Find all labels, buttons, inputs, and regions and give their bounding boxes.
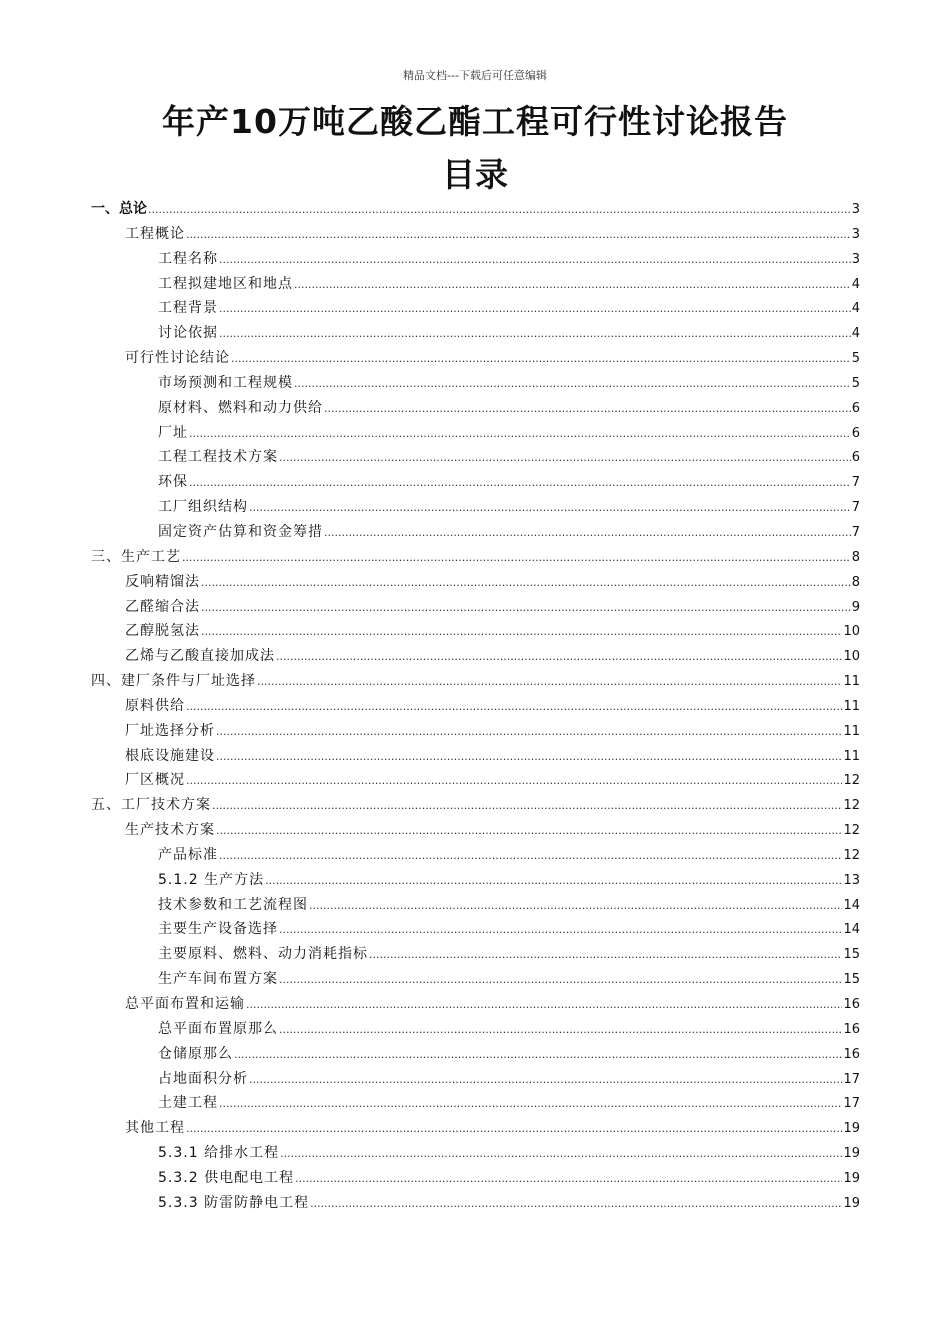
toc-entry-text: 可行性讨论结论 xyxy=(125,350,230,367)
dot-leader xyxy=(219,248,851,273)
toc-entry[interactable] xyxy=(91,1017,860,1042)
toc-entry-text: 5.3.2 供电配电工程 xyxy=(158,1169,295,1186)
page-header: 精品文档---下载后可任意编辑 xyxy=(403,69,547,82)
toc-entry[interactable] xyxy=(91,669,860,694)
dot-leader xyxy=(279,446,851,471)
toc-page-number: 6 xyxy=(851,425,860,441)
dot-leader xyxy=(265,869,842,894)
toc-heading: 目录 xyxy=(442,155,508,194)
dot-leader xyxy=(182,546,851,571)
toc-entry-text: 工厂组织结构 xyxy=(158,499,248,516)
toc-entry[interactable] xyxy=(91,644,860,669)
toc-entry[interactable] xyxy=(91,346,860,371)
toc-entry[interactable] xyxy=(91,421,860,446)
toc-page-number: 7 xyxy=(851,500,860,516)
toc-page-number: 12 xyxy=(843,798,860,814)
dot-leader xyxy=(201,571,851,596)
toc-entry-text: 市场预测和工程规模 xyxy=(158,374,293,391)
toc-entry-text: 原材料、燃料和动力供给 xyxy=(158,399,323,416)
toc-page-number: 3 xyxy=(851,251,860,267)
toc-page-number: 11 xyxy=(843,748,860,764)
toc-page-number: 11 xyxy=(843,674,860,690)
dot-leader xyxy=(310,1192,842,1217)
dot-leader xyxy=(369,943,842,968)
toc-entry[interactable] xyxy=(91,1091,860,1116)
toc-entry[interactable] xyxy=(91,1166,860,1191)
toc-entry-text: 乙醛缩合法 xyxy=(125,598,200,615)
dot-leader xyxy=(216,720,842,745)
dot-leader xyxy=(279,1018,842,1043)
dot-leader xyxy=(249,496,851,521)
toc-entry-text: 工程拟建地区和地点 xyxy=(158,275,293,292)
toc-entry-text: 原料供给 xyxy=(125,697,185,714)
toc-entry-text: 讨论依据 xyxy=(158,325,218,342)
toc-page-number: 19 xyxy=(843,1170,860,1186)
toc-page-number: 19 xyxy=(843,1146,860,1162)
toc-page-number: 11 xyxy=(843,698,860,714)
toc-entry[interactable] xyxy=(91,843,860,868)
toc-page-number: 7 xyxy=(851,475,860,491)
toc-entry-text: 厂址选择分析 xyxy=(125,722,215,739)
dot-leader xyxy=(246,993,842,1018)
toc-page-number: 19 xyxy=(843,1195,860,1211)
toc-entry-text: 固定资产估算和资金筹措 xyxy=(158,523,323,540)
toc-page-number: 7 xyxy=(851,524,860,540)
toc-entry-text: 生产车间布置方案 xyxy=(158,971,278,988)
toc-entry-text: 5.1.2 生产方法 xyxy=(158,871,265,888)
toc-page-number: 14 xyxy=(843,897,860,913)
toc-entry[interactable] xyxy=(91,893,860,918)
dot-leader xyxy=(279,968,842,993)
dot-leader xyxy=(294,273,851,298)
toc-entry-text: 总平面布置和运输 xyxy=(125,996,245,1012)
toc-entry-text: 一、总论 xyxy=(91,201,147,217)
toc-page-number: 3 xyxy=(851,226,860,242)
toc-page-number: 8 xyxy=(851,549,860,565)
dot-leader xyxy=(186,695,842,720)
dot-leader xyxy=(201,620,842,645)
toc-entry-text: 环保 xyxy=(158,474,188,491)
toc-entry[interactable] xyxy=(91,619,860,644)
toc-page-number: 9 xyxy=(851,599,860,615)
toc-entry[interactable] xyxy=(91,197,860,222)
dot-leader xyxy=(212,794,842,819)
dot-leader xyxy=(219,322,851,347)
toc-page-number: 16 xyxy=(843,1021,860,1037)
toc-entry-text: 5.3.1 给排水工程 xyxy=(158,1145,280,1162)
toc-entry[interactable] xyxy=(91,470,860,495)
toc-entry[interactable] xyxy=(91,495,860,520)
toc-entry[interactable] xyxy=(91,247,860,272)
toc-entry-text: 厂区概况 xyxy=(125,772,185,789)
toc-page-number: 10 xyxy=(843,649,860,665)
toc-page-number: 15 xyxy=(843,947,860,963)
toc-entry-text: 工程概论 xyxy=(125,225,185,242)
toc-page-number: 6 xyxy=(851,400,860,416)
dot-leader xyxy=(231,347,851,372)
dot-leader xyxy=(219,844,842,869)
dot-leader xyxy=(249,1068,842,1093)
dot-leader xyxy=(257,670,842,695)
toc-entry[interactable] xyxy=(91,793,860,818)
toc-entry-text: 生产技术方案 xyxy=(125,822,215,839)
toc-page-number: 16 xyxy=(843,1046,860,1062)
toc-page-number: 12 xyxy=(843,823,860,839)
toc-entry-text: 工程名称 xyxy=(158,250,218,267)
toc-page-number: 15 xyxy=(843,972,860,988)
dot-leader xyxy=(216,745,842,770)
toc-page-number: 14 xyxy=(843,922,860,938)
toc-entry[interactable] xyxy=(91,222,860,247)
toc-entry-text: 四、建厂条件与厂址选择 xyxy=(91,673,256,690)
toc-entry[interactable] xyxy=(91,371,860,396)
toc-entry-text: 乙醇脱氢法 xyxy=(125,623,200,640)
dot-leader xyxy=(148,198,851,223)
toc-entry-text: 主要原料、燃料、动力消耗指标 xyxy=(158,946,368,963)
dot-leader xyxy=(279,918,842,943)
toc-entry-text: 其他工程 xyxy=(125,1120,185,1137)
toc-entry-text: 根底设施建设 xyxy=(125,747,215,764)
toc-entry-text: 土建工程 xyxy=(158,1095,218,1112)
dot-leader xyxy=(189,422,851,447)
toc-entry[interactable] xyxy=(91,1042,860,1067)
toc-entry[interactable] xyxy=(91,396,860,421)
toc-page-number: 6 xyxy=(851,450,860,466)
toc-entry[interactable] xyxy=(91,768,860,793)
toc-page-number: 12 xyxy=(843,847,860,863)
toc-entry[interactable] xyxy=(91,272,860,297)
toc-page-number: 12 xyxy=(843,773,860,789)
dot-leader xyxy=(186,1117,842,1142)
toc-page-number: 4 xyxy=(851,301,860,317)
dot-leader xyxy=(201,596,851,621)
toc-entry-text: 反响精馏法 xyxy=(125,573,200,590)
toc-page-number: 4 xyxy=(851,326,860,342)
toc-entry[interactable] xyxy=(91,942,860,967)
toc-entry[interactable] xyxy=(91,595,860,620)
toc-entry[interactable] xyxy=(91,445,860,470)
toc-entry-text: 五、工厂技术方案 xyxy=(91,797,211,814)
toc-entry-text: 总平面布置原那么 xyxy=(158,1020,278,1037)
dot-leader xyxy=(309,894,842,919)
toc-entry[interactable] xyxy=(91,992,860,1017)
toc-page-number: 11 xyxy=(843,723,860,739)
toc-entry[interactable] xyxy=(91,570,860,595)
toc-entry[interactable] xyxy=(91,694,860,719)
dot-leader xyxy=(189,471,851,496)
toc-page-number: 4 xyxy=(851,276,860,292)
toc-entry[interactable] xyxy=(91,1067,860,1092)
toc-entry-text: 工程背景 xyxy=(158,300,218,317)
dot-leader xyxy=(186,223,851,248)
toc-entry[interactable] xyxy=(91,818,860,843)
dot-leader xyxy=(234,1043,842,1068)
toc-entry-text: 厂址 xyxy=(158,424,188,441)
toc-entry[interactable] xyxy=(91,744,860,769)
toc-entry[interactable] xyxy=(91,1191,860,1216)
dot-leader xyxy=(219,1092,842,1117)
toc-entry[interactable] xyxy=(91,719,860,744)
dot-leader xyxy=(324,397,851,422)
toc-page-number: 3 xyxy=(851,202,860,217)
dot-leader xyxy=(295,1167,842,1192)
dot-leader xyxy=(216,819,842,844)
toc-entry[interactable] xyxy=(91,296,860,321)
dot-leader xyxy=(186,769,842,794)
toc-entry-text: 产品标准 xyxy=(158,846,218,863)
toc-page-number: 5 xyxy=(851,351,860,367)
toc-entry-text: 三、生产工艺 xyxy=(91,548,181,565)
toc-page-number: 10 xyxy=(843,624,860,640)
dot-leader xyxy=(219,297,851,322)
toc-entry[interactable] xyxy=(91,967,860,992)
toc-entry-text: 主要生产设备选择 xyxy=(158,921,278,938)
toc-entry[interactable] xyxy=(91,1116,860,1141)
toc-page-number: 13 xyxy=(843,872,860,888)
table-of-contents xyxy=(91,197,860,1216)
toc-page-number: 17 xyxy=(843,1096,860,1112)
toc-entry-text: 工程工程技术方案 xyxy=(158,449,278,466)
toc-page-number: 17 xyxy=(843,1071,860,1087)
toc-entry[interactable] xyxy=(91,545,860,570)
toc-entry-text: 占地面积分析 xyxy=(158,1070,248,1087)
toc-entry-text: 仓储原那么 xyxy=(158,1045,233,1062)
toc-page-number: 5 xyxy=(851,375,860,391)
dot-leader xyxy=(324,521,851,546)
toc-page-number: 8 xyxy=(851,574,860,590)
toc-entry[interactable] xyxy=(91,917,860,942)
toc-entry[interactable] xyxy=(91,321,860,346)
toc-page-number: 19 xyxy=(843,1121,860,1137)
toc-entry-text: 技术参数和工艺流程图 xyxy=(158,896,308,913)
dot-leader xyxy=(294,372,851,397)
toc-entry[interactable] xyxy=(91,520,860,545)
toc-entry-text: 5.3.3 防雷防静电工程 xyxy=(158,1194,310,1211)
dot-leader xyxy=(280,1142,842,1167)
toc-page-number: 16 xyxy=(843,997,860,1012)
toc-entry-text: 乙烯与乙酸直接加成法 xyxy=(125,648,275,665)
document-title: 年产10万吨乙酸乙酯工程可行性讨论报告 xyxy=(162,102,788,141)
toc-entry[interactable] xyxy=(91,1141,860,1166)
dot-leader xyxy=(276,645,842,670)
toc-entry[interactable] xyxy=(91,868,860,893)
